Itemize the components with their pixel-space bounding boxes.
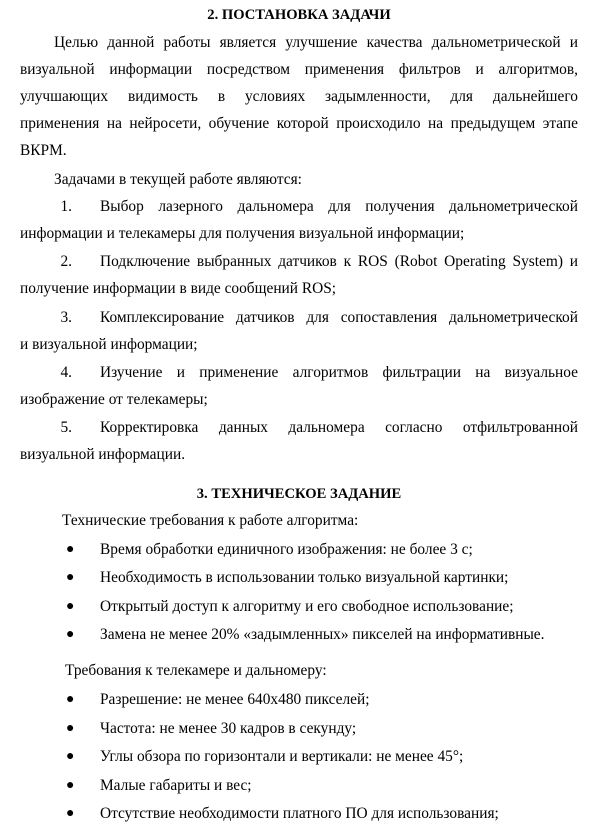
section-3-heading: 3. ТЕХНИЧЕСКОЕ ЗАДАНИЕ	[196, 486, 402, 502]
task-number: 2.	[60, 253, 72, 270]
list-item-text: Открытый доступ к алгоритму и его свободное использование;	[100, 598, 514, 615]
intro-line-5: ВКРМ.	[20, 142, 67, 159]
task-line-2: информации и телекамеры для получения визуальной информации;	[20, 225, 465, 242]
section-2-heading: 2. ПОСТАНОВКА ЗАДАЧИ	[207, 7, 391, 23]
intro-line-2: визуальной информации посредством применения фильтров и алгоритмов,	[20, 61, 578, 78]
bullet-icon: ●	[66, 778, 75, 793]
task-line-1: Изучение и применение алгоритмов фильтрации на визуальное	[100, 364, 578, 381]
bullet-icon: ●	[66, 570, 75, 585]
list-item-text: Углы обзора по горизонтали и вертикали: не менее 45°;	[100, 748, 464, 765]
task-number: 4.	[60, 364, 72, 381]
algo-requirements-intro: Технические требования к работе алгоритма:	[62, 512, 359, 529]
list-item-text: Замена не менее 20% «задымленных» пикселей на информативные.	[100, 626, 545, 643]
list-item-text: Отсутствие необходимости платного ПО для использования;	[100, 805, 499, 822]
tasks-intro: Задачами в текущей работе являются:	[54, 171, 302, 188]
bullet-icon: ●	[66, 627, 75, 642]
intro-line-3: улучшающих видимость в условиях задымленности, для дальнейшего	[20, 88, 578, 105]
intro-line-1: Целью данной работы является улучшение качества дальнометрической и	[54, 34, 578, 51]
task-line-1: Корректировка данных дальномера согласно отфильтрованной	[100, 419, 578, 436]
bullet-icon: ●	[66, 806, 75, 821]
task-line-1: Выбор лазерного дальномера для получения дальнометрической	[100, 198, 578, 215]
list-item-text: Малые габариты и вес;	[100, 777, 252, 794]
task-number: 5.	[60, 419, 72, 436]
intro-line-4: применения на нейросети, обучение которой происходило на предыдущем этапе	[20, 115, 578, 132]
list-item-text: Частота: не менее 30 кадров в секунду;	[100, 720, 357, 737]
task-line-2: изображение от телекамеры;	[20, 391, 208, 408]
list-item-text: Необходимость в использовании только визуальной картинки;	[100, 569, 509, 586]
task-line-2: получение информации в виде сообщений ROS;	[20, 280, 337, 297]
bullet-icon: ●	[66, 749, 75, 764]
list-item-text: Разрешение: не менее 640х480 пикселей;	[100, 691, 370, 708]
bullet-icon: ●	[66, 721, 75, 736]
camera-requirements-intro: Требования к телекамере и дальномеру:	[65, 662, 327, 679]
bullet-icon: ●	[66, 542, 75, 557]
task-line-2: и визуальной информации;	[20, 336, 198, 353]
task-line-2: визуальной информации.	[20, 446, 186, 463]
task-line-1: Комплексирование датчиков для сопоставления дальнометрической	[100, 309, 578, 326]
task-number: 3.	[60, 309, 72, 326]
bullet-icon: ●	[66, 599, 75, 614]
bullet-icon: ●	[66, 692, 75, 707]
task-number: 1.	[60, 198, 72, 215]
list-item-text: Время обработки единичного изображения: не более 3 с;	[100, 541, 473, 558]
task-line-1: Подключение выбранных датчиков к ROS (Robot Operating System) и	[100, 253, 578, 270]
